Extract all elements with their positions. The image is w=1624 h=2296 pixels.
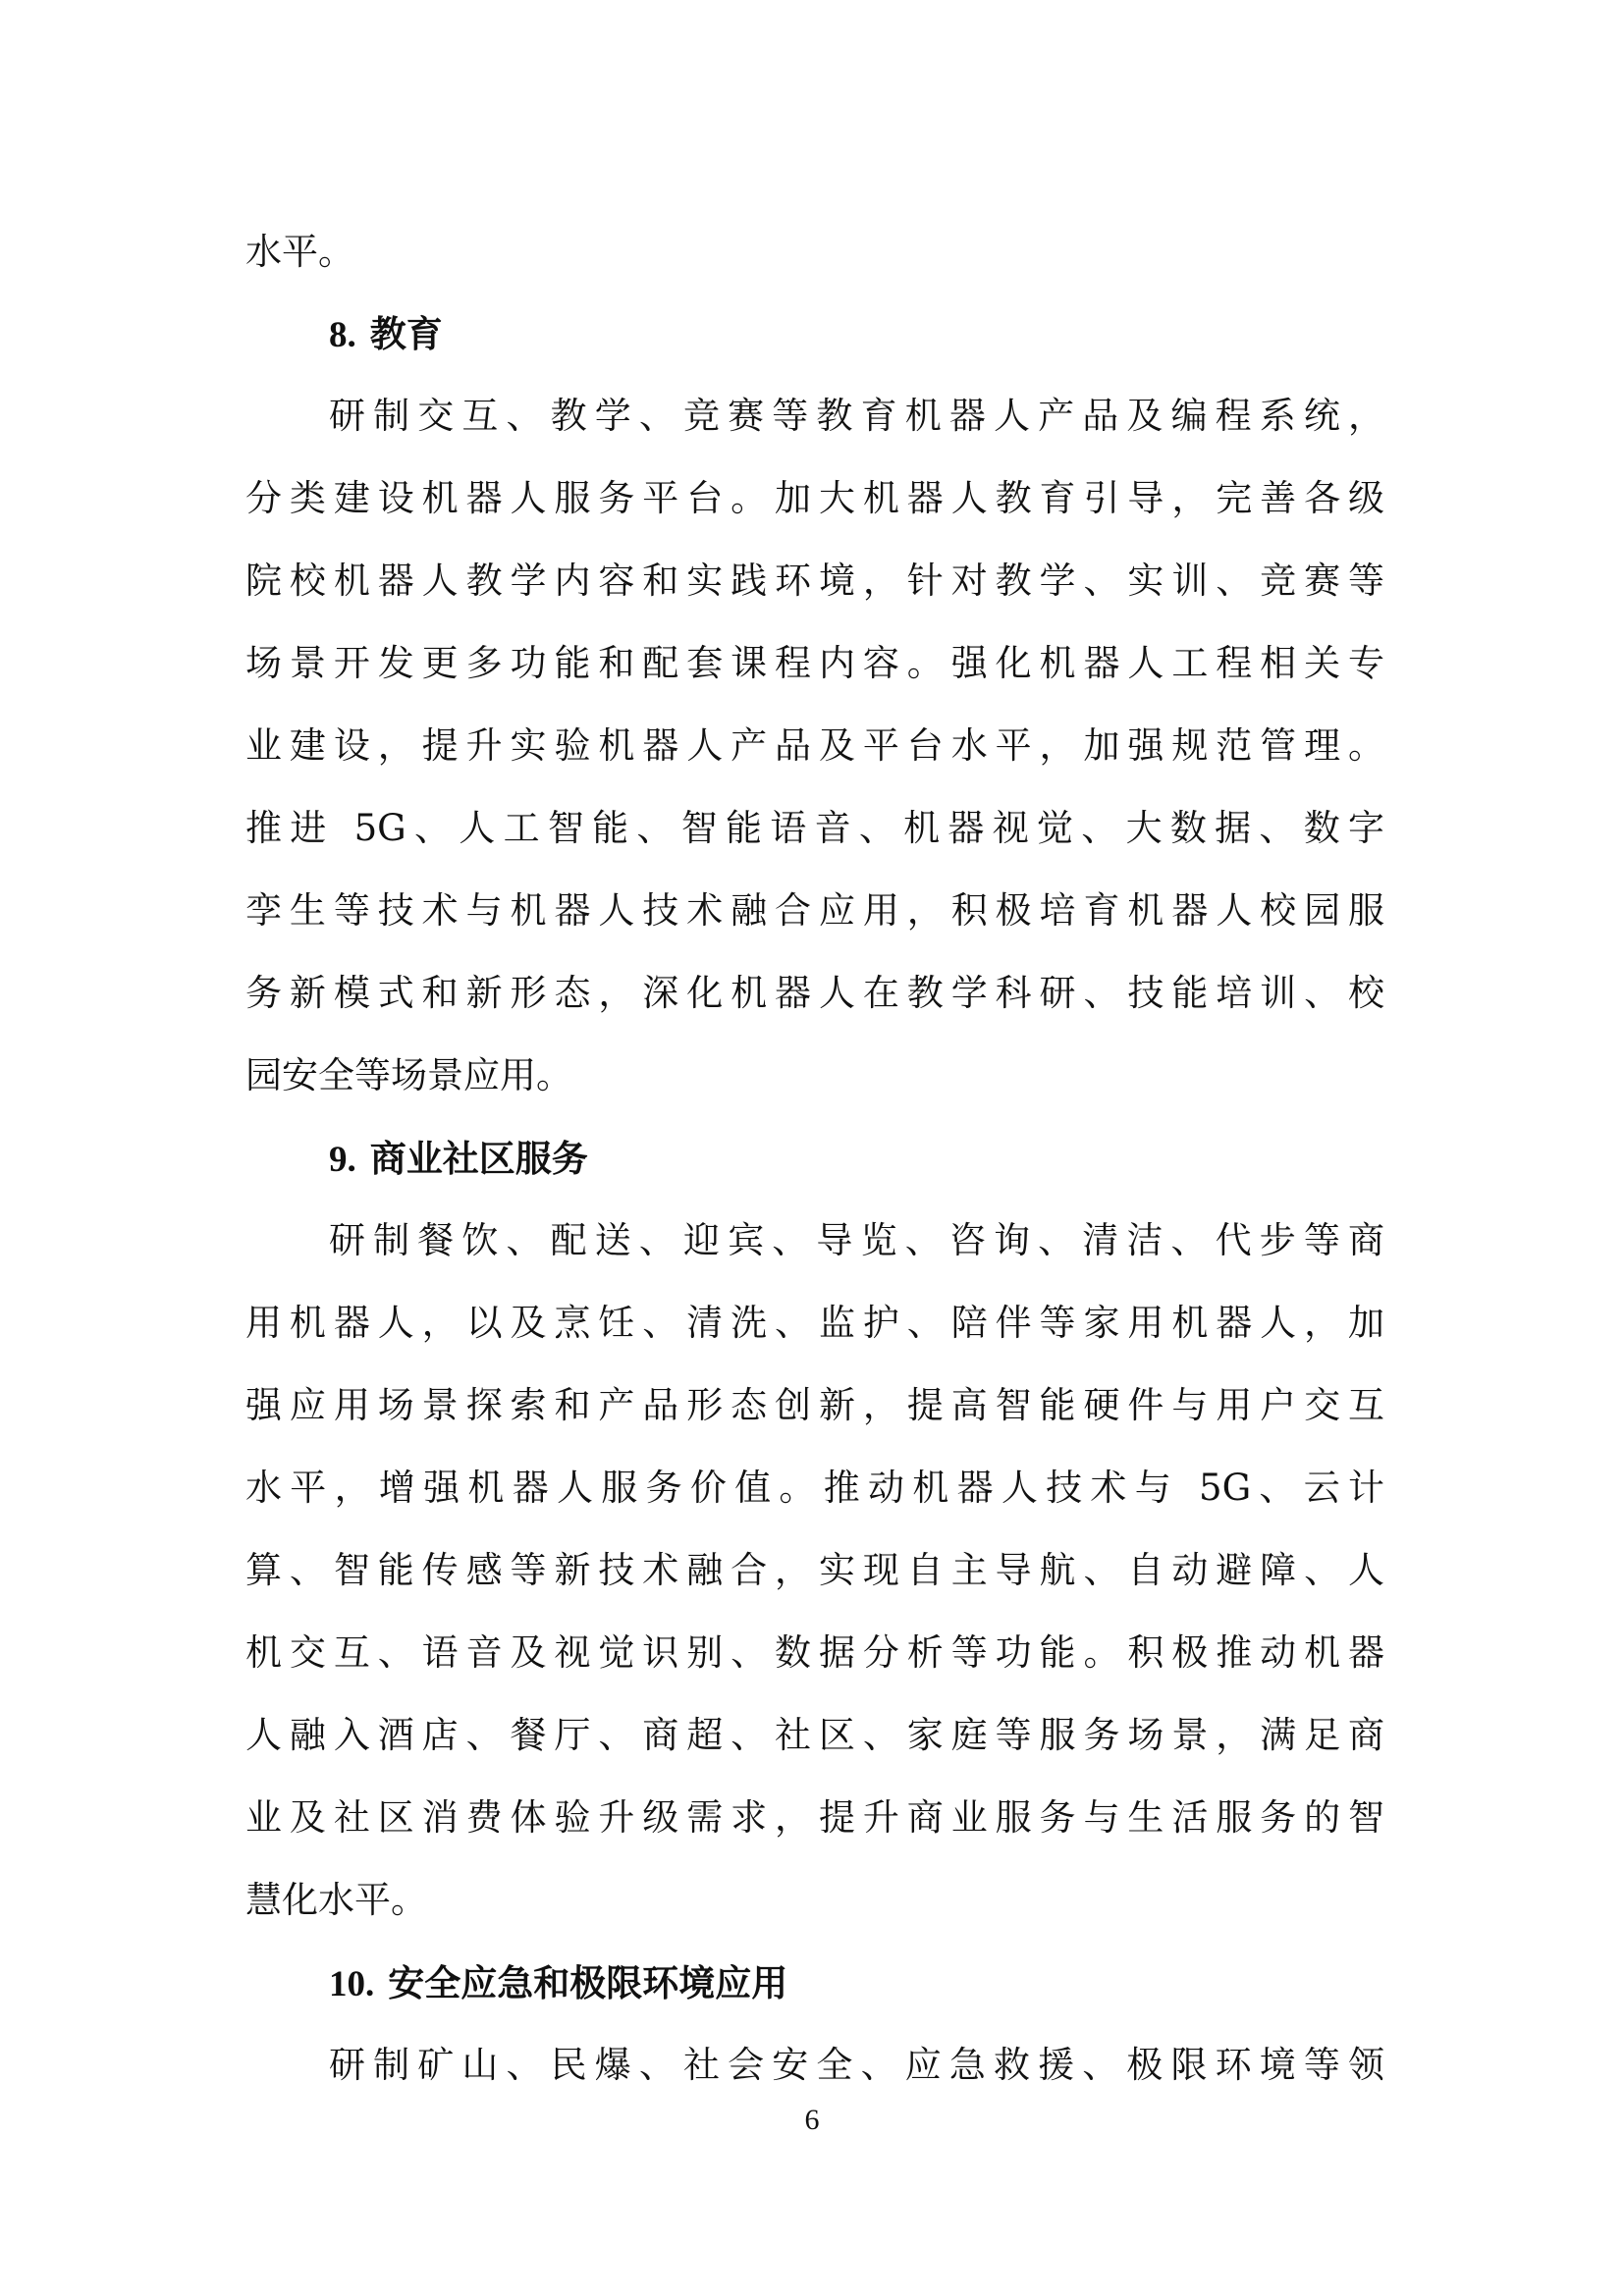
body-line: 场景开发更多功能和配套课程内容。强化机器人工程相关专 (245, 642, 1384, 684)
body-line: 人融入酒店、餐厅、商超、社区、家庭等服务场景，满足商 (245, 1714, 1384, 1756)
section-heading-10 (329, 1942, 787, 2024)
body-line: 研制餐饮、配送、迎宾、导览、咨询、清洁、代步等商 (329, 1219, 1384, 1261)
body-line: 研制矿山、民爆、社会安全、应急救援、极限环境等领 (329, 2044, 1384, 2086)
body-line: 园安全等场景应用。 (245, 1054, 572, 1096)
body-line: 研制交互、教学、竞赛等教育机器人产品及编程系统， (329, 395, 1384, 437)
section-heading-8 (329, 293, 443, 375)
page-number: 6 (804, 2104, 820, 2136)
body-line: 算、智能传感等新技术融合，实现自主导航、自动避障、人 (245, 1549, 1384, 1591)
section-heading-9 (329, 1117, 588, 1200)
body-line: 推进 5G、人工智能、智能语音、机器视觉、大数据、数字 (245, 807, 1384, 849)
body-line: 业及社区消费体验升级需求，提升商业服务与生活服务的智 (245, 1796, 1384, 1839)
body-line: 业建设，提升实验机器人产品及平台水平，加强规范管理。 (245, 724, 1384, 767)
section-number: 9. (329, 1140, 356, 1180)
body-line: 分类建设机器人服务平台。加大机器人教育引导，完善各级 (245, 477, 1384, 519)
body-line: 院校机器人教学内容和实践环境，针对教学、实训、竞赛等 (245, 560, 1384, 602)
body-line: 务新模式和新形态，深化机器人在教学科研、技能培训、校 (245, 972, 1384, 1014)
body-line: 孪生等技术与机器人技术融合应用，积极培育机器人校园服 (245, 889, 1384, 932)
section-number: 10. (329, 1964, 375, 2004)
section-title: 安全应急和极限环境应用 (388, 1961, 788, 2004)
section-title: 商业社区服务 (369, 1137, 588, 1180)
body-line: 水平。 (245, 231, 354, 273)
section-number: 8. (329, 315, 356, 355)
body-line: 机交互、语音及视觉识别、数据分析等功能。积极推动机器 (245, 1631, 1384, 1674)
section-title: 教育 (369, 312, 443, 355)
body-line: 强应用场景探索和产品形态创新，提高智能硬件与用户交互 (245, 1384, 1384, 1426)
body-line: 水平，增强机器人服务价值。推动机器人技术与 5G、云计 (245, 1467, 1384, 1509)
body-line: 用机器人，以及烹饪、清洗、监护、陪伴等家用机器人，加 (245, 1302, 1384, 1344)
body-line: 慧化水平。 (245, 1879, 427, 1921)
